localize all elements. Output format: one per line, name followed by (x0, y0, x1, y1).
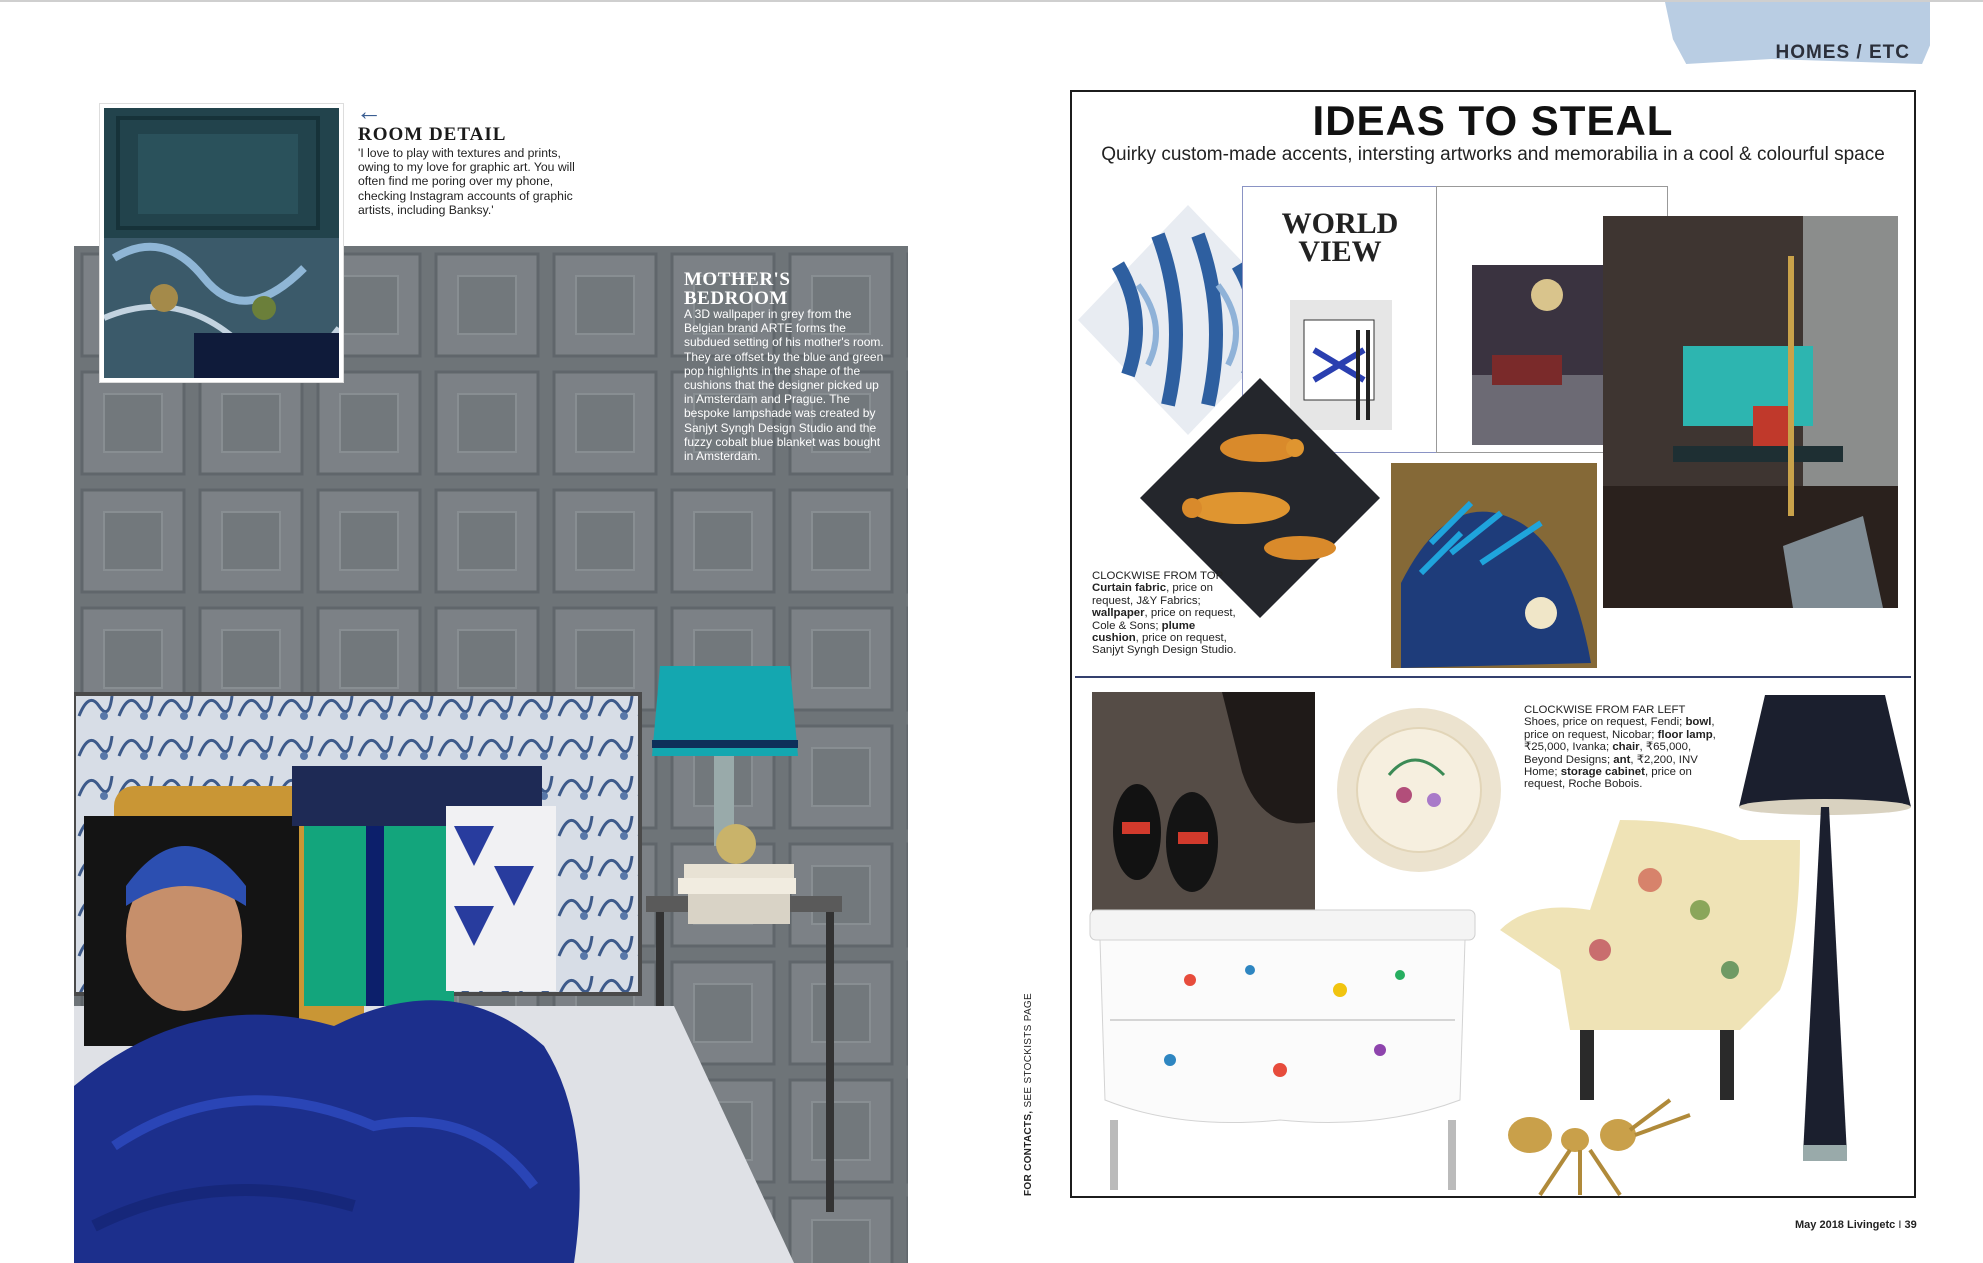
chair-photo (1500, 820, 1800, 1120)
ant-photo (1500, 1095, 1700, 1205)
caption-bottom-t2: , ₹25,000, Ivanka; (1524, 728, 1716, 754)
plume-cushion-photo (1391, 463, 1597, 668)
magazine-title-line1: WORLD (1281, 207, 1399, 240)
ideas-title: IDEAS TO STEAL (1312, 97, 1674, 144)
caption-top-t1: , price on request, J&Y Fabrics; (1092, 582, 1213, 607)
bowl-photo (1334, 705, 1504, 875)
magazine-title-line2: VIEW (1298, 235, 1382, 268)
caption-top-lead: CLOCKWISE FROM TOP (1092, 570, 1224, 582)
caption-bottom-b1: bowl (1685, 716, 1712, 729)
shoes-photo (1092, 692, 1315, 917)
top-rule (0, 0, 1983, 2)
caption-bottom-t0: Shoes, price on request, Fendi; (1524, 716, 1683, 729)
caption-bottom-b4: ant (1613, 753, 1631, 766)
room-detail-text: 'I love to play with textures and prints, owing to my love for graphic art. You will often find me poring over my phone, checking Instagram accounts of graphic artists, including Banksy.' (358, 146, 575, 217)
contacts-note-rest: SEE STOCKISTS PAGE (1023, 993, 1034, 1111)
caption-bottom (1524, 704, 1724, 791)
caption-top-t2: , price on request, Cole & Sons; (1092, 607, 1236, 632)
mothers-bedroom-title (684, 270, 790, 308)
room-detail-photo (100, 104, 343, 382)
caption-bottom-b5: storage cabinet (1560, 766, 1645, 779)
caption-bottom-lead: CLOCKWISE FROM FAR LEFT (1524, 704, 1686, 716)
caption-top-b1: Curtain fabric (1092, 582, 1167, 595)
ideas-subtitle: Quirky custom-made accents, intersting artworks and memorabilia in a cool & colourful space (1101, 144, 1885, 165)
caption-bottom-t3: , ₹65,000, Beyond Designs; (1524, 741, 1692, 766)
contacts-note (1023, 993, 1034, 1196)
room-detail-title: ROOM DETAIL (358, 124, 507, 145)
arrow-left-icon: ← (356, 96, 382, 126)
caption-bottom-b3: chair (1612, 741, 1640, 754)
contacts-note-bold: FOR CONTACTS, (1023, 1110, 1034, 1196)
mothers-bedroom-text: A 3D wallpaper in grey from the Belgian brand ARTE forms the subdued setting of his mother's room. They are offset by the blue and green pop highlights in the shape of the cushions that the designer picked up in Amsterdam and Prague. The bespoke lampshade was created by Sanjyt Syngh Design Studio and the fuzzy cobalt blue blanket was bought in Amsterdam. (684, 307, 884, 464)
footer-separator: I (1898, 1219, 1902, 1231)
magazine-room-photo (1472, 265, 1622, 445)
footer-brand: Livingetc (1847, 1219, 1896, 1231)
caption-bottom-b2: floor lamp (1657, 728, 1713, 741)
footer-date: May 2018 (1795, 1219, 1844, 1231)
caption-bottom-t5: , price on request, Roche Bobois. (1524, 766, 1692, 791)
caption-bottom-t4: , ₹2,200, INV Home; (1524, 753, 1698, 779)
caption-top-t3: , price on request, Sanjyt Syngh Design Studio. (1092, 632, 1237, 657)
page-footer (1795, 1219, 1917, 1231)
caption-top-b2: wallpaper (1092, 607, 1145, 620)
caption-top-b3: plume cushion (1092, 619, 1196, 645)
caption-bottom-t1: , price on request, Nicobar; (1524, 716, 1715, 741)
caption-top (1092, 570, 1242, 657)
section-tag: HOMES / ETC (1775, 42, 1910, 63)
footer-page-number: 39 (1904, 1219, 1917, 1231)
room-detail-illustration (104, 108, 339, 378)
ideas-divider (1075, 676, 1911, 678)
mothers-bedroom-title-line2: BEDROOM (684, 288, 788, 309)
storage-cabinet-photo (1080, 900, 1485, 1200)
mothers-bedroom-title-line1: MOTHER'S (684, 269, 791, 290)
magazine-title (1254, 207, 1426, 268)
living-room-photo (1603, 216, 1898, 608)
